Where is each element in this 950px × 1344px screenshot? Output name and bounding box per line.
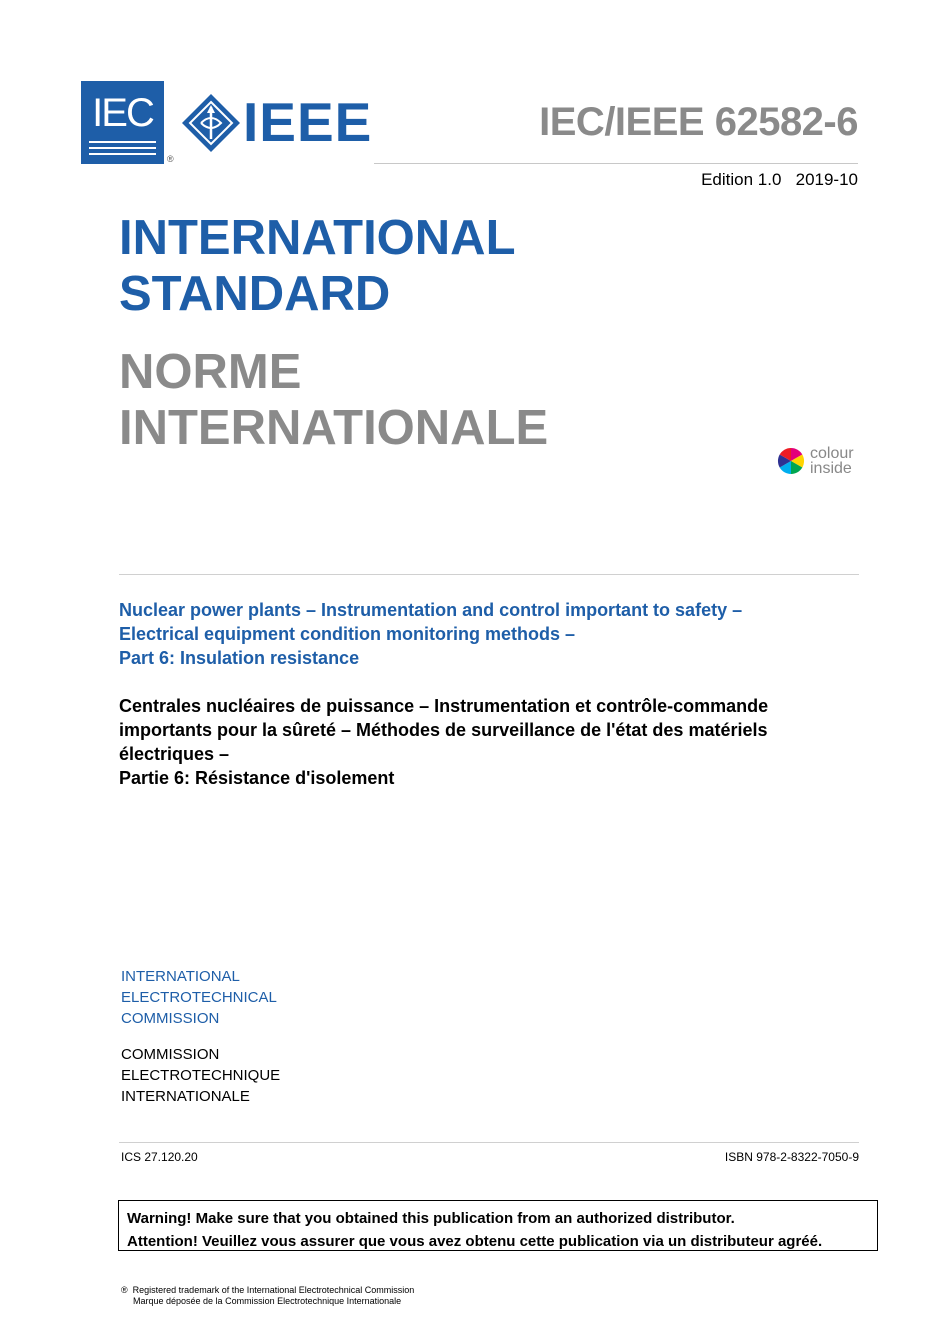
org-fr-line: INTERNATIONALE xyxy=(121,1088,250,1105)
org-en-line: COMMISSION xyxy=(121,1010,220,1027)
organization-english xyxy=(121,966,277,1029)
edition-label: Edition 1.0 xyxy=(701,170,782,189)
subtitle-en-line: Electrical equipment condition monitoring methods – xyxy=(119,624,576,644)
colour-wheel-icon xyxy=(777,447,805,475)
subtitle-fr-line: importants pour la sûreté – Méthodes de surveillance de l'état des matériels xyxy=(119,720,768,740)
colour-badge-line1: colour xyxy=(810,445,854,462)
org-fr-line: COMMISSION xyxy=(121,1046,220,1063)
iec-logo-text: IEC xyxy=(92,91,153,135)
subtitle-fr-line: électriques – xyxy=(119,744,230,764)
title-fr-line1: NORME xyxy=(119,345,302,399)
subtitle-english xyxy=(119,598,742,670)
colour-inside-badge xyxy=(810,446,854,476)
warning-french: Attention! Veuillez vous assurer que vous avez obtenu cette publication via un distributeur agréé. xyxy=(127,1233,823,1250)
title-fr-line2: INTERNATIONALE xyxy=(119,401,549,455)
header-rule xyxy=(374,163,858,164)
ieee-logo xyxy=(181,93,376,153)
ieee-diamond-icon xyxy=(181,93,241,153)
warning-english: Warning! Make sure that you obtained this publication from an authorized distributor. xyxy=(127,1210,735,1227)
isbn-code: ISBN 978-2-8322-7050-9 xyxy=(724,1150,859,1164)
footnote-french: Marque déposée de la Commission Electrotechnique Internationale xyxy=(133,1296,402,1306)
title-en-line2: STANDARD xyxy=(119,267,391,321)
subtitle-fr-line: Partie 6: Résistance d'isolement xyxy=(119,768,395,788)
subtitle-en-line: Nuclear power plants – Instrumentation and control important to safety – xyxy=(119,600,743,620)
edition-date: 2019-10 xyxy=(795,170,858,189)
colour-badge-line2: inside xyxy=(810,460,852,477)
trademark-footnote xyxy=(121,1285,414,1307)
title-en-line1: INTERNATIONAL xyxy=(119,211,516,265)
ics-code: ICS 27.120.20 xyxy=(121,1150,198,1164)
edition-info xyxy=(701,170,858,190)
divider xyxy=(119,574,859,575)
org-fr-line: ELECTROTECHNIQUE xyxy=(121,1067,281,1084)
subtitle-french xyxy=(119,694,768,790)
subtitle-en-line: Part 6: Insulation resistance xyxy=(119,648,360,668)
organization-french xyxy=(121,1044,280,1107)
document-number: IEC/IEEE 62582-6 xyxy=(539,100,858,144)
warning-box xyxy=(118,1200,878,1251)
registered-mark: ® xyxy=(167,154,174,164)
subtitle-fr-line: Centrales nucléaires de puissance – Instrumentation et contrôle-commande xyxy=(119,696,769,716)
org-en-line: ELECTROTECHNICAL xyxy=(121,989,277,1006)
footnote-symbol: ® xyxy=(121,1285,128,1295)
ieee-logo-text: IEEE xyxy=(243,91,373,153)
org-en-line: INTERNATIONAL xyxy=(121,968,240,985)
iec-logo xyxy=(81,81,164,164)
divider xyxy=(119,1142,859,1143)
footnote-english: Registered trademark of the International Electrotechnical Commission xyxy=(132,1285,415,1295)
